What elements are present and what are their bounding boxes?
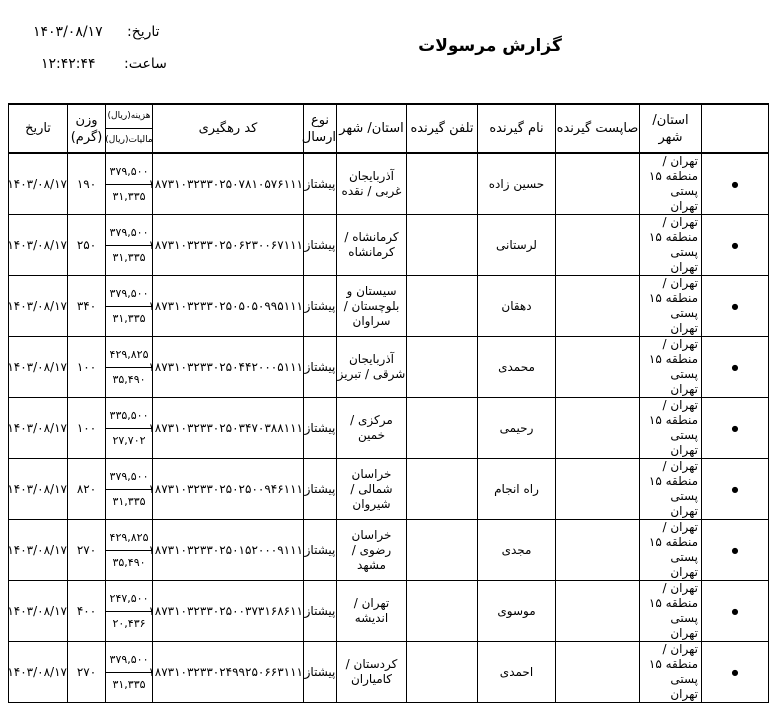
cell-cost-value: ۳۷۹,۵۰۰	[106, 221, 152, 246]
report-title: گزارش مرسولات	[418, 36, 562, 56]
cell-weight: ۲۷۰	[68, 520, 106, 581]
cell-extra	[702, 642, 769, 703]
cell-type: پیشتاز	[304, 153, 337, 215]
cell-recv-phone	[407, 153, 478, 215]
cell-recv-phone	[407, 276, 478, 337]
cell-recv-company	[556, 153, 640, 215]
cell-tracking: ۱۸۷۳۱۰۳۲۳۳۰۲۵۰۶۲۳۰۰۶۷۱۱۱	[153, 215, 304, 276]
cell-type: پیشتاز	[304, 642, 337, 703]
cell-tracking: ۱۸۷۳۱۰۳۲۳۳۰۲۵۰۴۴۲۰۰۰۵۱۱۱	[153, 337, 304, 398]
cell-src-province: تهران / منطقه ۱۵ پستی تهران	[640, 581, 702, 642]
cell-cost-value: ۴۲۹,۸۲۵	[106, 526, 152, 551]
cell-cost	[106, 520, 153, 581]
cell-recv-name: رحیمی	[478, 398, 556, 459]
cell-recv-name: موسوی	[478, 581, 556, 642]
table-row	[9, 153, 769, 215]
cell-tracking: ۱۸۷۳۱۰۳۲۳۳۰۲۵۰۲۵۰۰۹۴۶۱۱۱	[153, 459, 304, 520]
cell-cost-value: ۳۷۹,۵۰۰	[106, 465, 152, 490]
bullet-icon: ●	[731, 485, 739, 494]
bullet-icon: ●	[731, 241, 739, 250]
cell-weight: ۱۰۰	[68, 398, 106, 459]
cell-recv-company	[556, 520, 640, 581]
cell-type: پیشتاز	[304, 337, 337, 398]
cell-date: ۱۴۰۳/۰۸/۱۷	[9, 459, 68, 520]
cell-dest-province: کردستان / کامیاران	[337, 642, 407, 703]
cell-tax-value: ۳۱,۳۳۵	[112, 495, 146, 508]
cell-cost	[106, 153, 153, 215]
column-header-recv-phone: تلفن گیرنده	[407, 104, 478, 153]
date-value: ۱۴۰۳/۰۸/۱۷	[33, 24, 103, 40]
cell-cost-value: ۳۳۵,۵۰۰	[106, 404, 152, 429]
cell-date: ۱۴۰۳/۰۸/۱۷	[9, 215, 68, 276]
cell-recv-name: محمدی	[478, 337, 556, 398]
cell-type: پیشتاز	[304, 520, 337, 581]
table-row	[9, 642, 769, 703]
cell-dest-province: تهران / اندیشه	[337, 581, 407, 642]
cell-src-province: تهران / منطقه ۱۵ پستی تهران	[640, 276, 702, 337]
cell-recv-phone	[407, 581, 478, 642]
cell-date: ۱۴۰۳/۰۸/۱۷	[9, 153, 68, 215]
table-row	[9, 520, 769, 581]
shipments-table	[8, 103, 769, 703]
column-header-extra	[702, 104, 769, 153]
column-header-src-province: استان/ شهر	[640, 104, 702, 153]
cell-date: ۱۴۰۳/۰۸/۱۷	[9, 398, 68, 459]
cell-recv-name: دهقان	[478, 276, 556, 337]
table-row	[9, 581, 769, 642]
cell-cost	[106, 337, 153, 398]
table-row	[9, 276, 769, 337]
cell-weight: ۲۵۰	[68, 215, 106, 276]
table-row	[9, 459, 769, 520]
cell-date: ۱۴۰۳/۰۸/۱۷	[9, 337, 68, 398]
table-header-row	[9, 104, 769, 153]
cell-recv-company	[556, 398, 640, 459]
cell-type: پیشتاز	[304, 398, 337, 459]
cell-cost	[106, 276, 153, 337]
cell-recv-name: لرستانی	[478, 215, 556, 276]
bullet-icon: ●	[731, 607, 739, 616]
cell-src-province: تهران / منطقه ۱۵ پستی تهران	[640, 215, 702, 276]
cell-extra	[702, 337, 769, 398]
cell-cost	[106, 459, 153, 520]
time-value: ۱۲:۴۲:۴۴	[41, 56, 96, 72]
cell-extra	[702, 153, 769, 215]
cell-src-province: تهران / منطقه ۱۵ پستی تهران	[640, 520, 702, 581]
cell-date: ۱۴۰۳/۰۸/۱۷	[9, 581, 68, 642]
cell-tax-value: ۳۱,۳۳۵	[112, 190, 146, 203]
cell-type: پیشتاز	[304, 581, 337, 642]
cell-recv-phone	[407, 337, 478, 398]
bullet-icon: ●	[731, 668, 739, 677]
cell-recv-phone	[407, 642, 478, 703]
cell-tracking: ۱۸۷۳۱۰۳۲۳۳۰۲۴۹۹۲۵۰۶۶۳۱۱۱	[153, 642, 304, 703]
cell-tax-value: ۳۱,۳۳۵	[112, 312, 146, 325]
column-header-tax-label: مالیات(ریال)	[105, 135, 153, 145]
cell-recv-company	[556, 642, 640, 703]
bullet-icon: ●	[731, 180, 739, 189]
cell-recv-company	[556, 215, 640, 276]
report-header	[0, 0, 715, 100]
cell-recv-company	[556, 459, 640, 520]
cell-extra	[702, 581, 769, 642]
cell-recv-name: احمدی	[478, 642, 556, 703]
cell-date: ۱۴۰۳/۰۸/۱۷	[9, 276, 68, 337]
cell-recv-name: راه انجام	[478, 459, 556, 520]
cell-tax-value: ۲۰,۴۳۶	[112, 617, 146, 630]
cell-date: ۱۴۰۳/۰۸/۱۷	[9, 642, 68, 703]
cell-weight: ۸۲۰	[68, 459, 106, 520]
cell-recv-phone	[407, 520, 478, 581]
cell-extra	[702, 520, 769, 581]
cell-recv-phone	[407, 398, 478, 459]
cell-extra	[702, 459, 769, 520]
cell-dest-province: آذربایجان شرقی / تبریز	[337, 337, 407, 398]
column-header-type: نوع ارسال	[304, 104, 337, 153]
cell-tax-value: ۳۱,۳۳۵	[112, 251, 146, 264]
cell-tracking: ۱۸۷۳۱۰۳۲۳۳۰۲۵۰۱۵۲۰۰۰۹۱۱۱	[153, 520, 304, 581]
column-header-recv-name: نام گیرنده	[478, 104, 556, 153]
cell-tracking: ۱۸۷۳۱۰۳۲۳۳۰۲۵۰۷۸۱۰۵۷۶۱۱۱	[153, 153, 304, 215]
bullet-icon: ●	[731, 302, 739, 311]
column-header-weight: وزن (گرم)	[68, 104, 106, 153]
bullet-icon: ●	[731, 363, 739, 372]
cell-weight: ۴۰۰	[68, 581, 106, 642]
cell-dest-province: خراسان شمالی / شیروان	[337, 459, 407, 520]
cell-src-province: تهران / منطقه ۱۵ پستی تهران	[640, 337, 702, 398]
column-header-cost	[106, 104, 153, 153]
cell-dest-province: مرکزی / خمین	[337, 398, 407, 459]
cell-cost	[106, 215, 153, 276]
cell-cost-value: ۴۲۹,۸۲۵	[106, 343, 152, 368]
cell-tracking: ۱۸۷۳۱۰۳۲۳۳۰۲۵۰۳۴۷۰۳۸۸۱۱۱	[153, 398, 304, 459]
column-header-cost-label: هزینه(ریال)	[106, 105, 152, 129]
table-row	[9, 337, 769, 398]
cell-weight: ۳۴۰	[68, 276, 106, 337]
bullet-icon: ●	[731, 546, 739, 555]
cell-tax-value: ۳۵,۴۹۰	[112, 556, 146, 569]
cell-extra	[702, 276, 769, 337]
cell-cost-value: ۳۷۹,۵۰۰	[106, 160, 152, 185]
cell-tracking: ۱۸۷۳۱۰۳۲۳۳۰۲۵۰۵۰۵۰۹۹۵۱۱۱	[153, 276, 304, 337]
time-label: ساعت:	[124, 56, 167, 72]
cell-type: پیشتاز	[304, 215, 337, 276]
cell-cost	[106, 642, 153, 703]
cell-tracking: ۱۸۷۳۱۰۳۲۳۳۰۲۵۰۰۳۷۳۱۶۸۶۱۱	[153, 581, 304, 642]
cell-type: پیشتاز	[304, 276, 337, 337]
cell-dest-province: سیستان و بلوچستان / سراوان	[337, 276, 407, 337]
cell-weight: ۱۰۰	[68, 337, 106, 398]
column-header-dest-province: استان/ شهر	[337, 104, 407, 153]
cell-dest-province: کرمانشاه / کرمانشاه	[337, 215, 407, 276]
cell-recv-phone	[407, 459, 478, 520]
cell-recv-phone	[407, 215, 478, 276]
column-header-tracking: کد رهگیری	[153, 104, 304, 153]
cell-cost-value: ۳۷۹,۵۰۰	[106, 282, 152, 307]
bullet-icon: ●	[731, 424, 739, 433]
cell-src-province: تهران / منطقه ۱۵ پستی تهران	[640, 398, 702, 459]
table-body	[9, 153, 769, 703]
cell-weight: ۱۹۰	[68, 153, 106, 215]
date-label: تاریخ:	[127, 24, 160, 40]
cell-cost	[106, 398, 153, 459]
table-row	[9, 215, 769, 276]
cell-dest-province: آذربایجان غربی / نقده	[337, 153, 407, 215]
cell-date: ۱۴۰۳/۰۸/۱۷	[9, 520, 68, 581]
cell-recv-name: مجدی	[478, 520, 556, 581]
cell-cost-value: ۳۷۹,۵۰۰	[106, 648, 152, 673]
cell-src-province: تهران / منطقه ۱۵ پستی تهران	[640, 459, 702, 520]
cell-src-province: تهران / منطقه ۱۵ پستی تهران	[640, 153, 702, 215]
cell-tax-value: ۳۵,۴۹۰	[112, 373, 146, 386]
cell-tax-value: ۳۱,۳۳۵	[112, 678, 146, 691]
cell-extra	[702, 215, 769, 276]
cell-extra	[702, 398, 769, 459]
table-row	[9, 398, 769, 459]
column-header-date: تاریخ	[9, 104, 68, 153]
cell-cost	[106, 581, 153, 642]
cell-cost-value: ۲۴۷,۵۰۰	[106, 587, 152, 612]
column-header-recv-company: صاپست گیرنده	[556, 104, 640, 153]
cell-src-province: تهران / منطقه ۱۵ پستی تهران	[640, 642, 702, 703]
cell-tax-value: ۲۷,۷۰۲	[112, 434, 146, 447]
cell-weight: ۲۷۰	[68, 642, 106, 703]
cell-recv-company	[556, 581, 640, 642]
cell-recv-company	[556, 276, 640, 337]
cell-recv-name: حسین زاده	[478, 153, 556, 215]
cell-recv-company	[556, 337, 640, 398]
cell-dest-province: خراسان رضوی / مشهد	[337, 520, 407, 581]
cell-type: پیشتاز	[304, 459, 337, 520]
